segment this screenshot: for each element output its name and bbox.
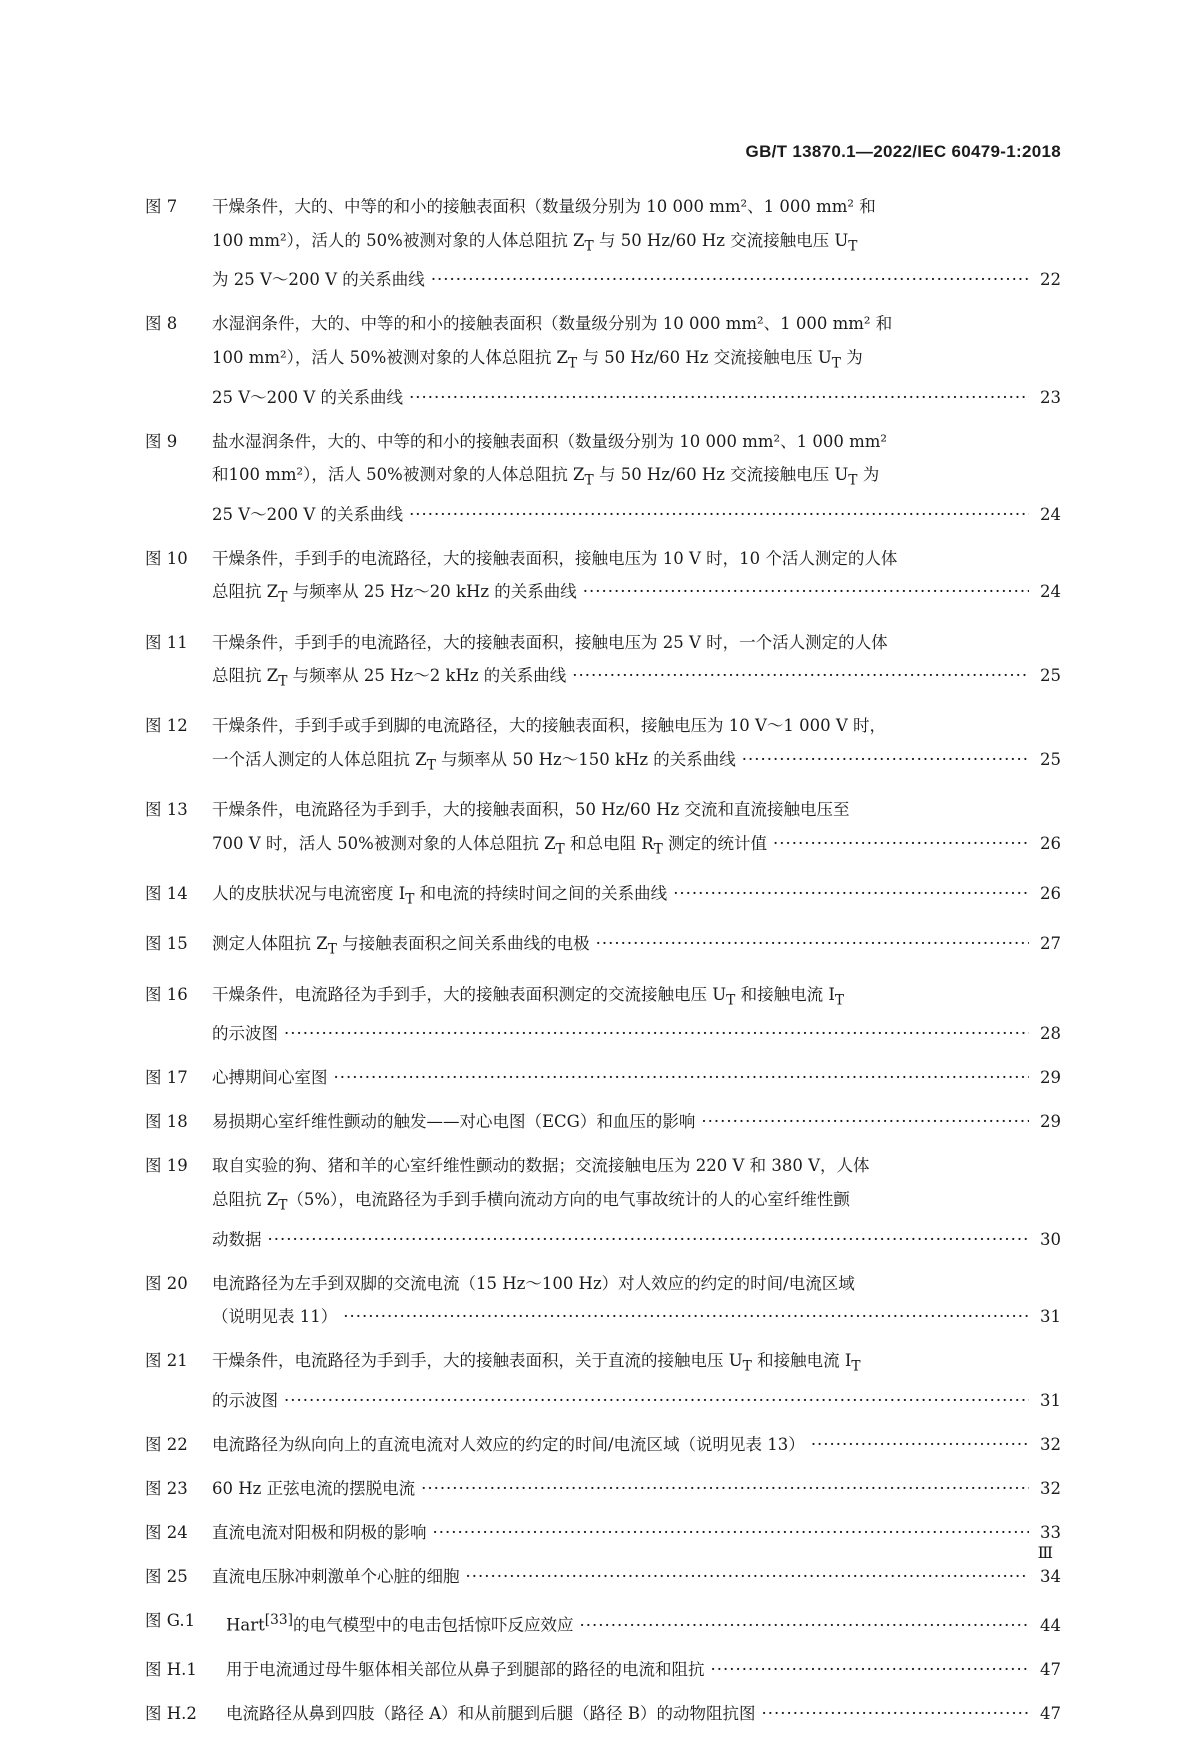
dot-leader <box>421 1472 1029 1506</box>
figure-title-line: 用于电流通过母牛躯体相关部位从鼻子到腿部的路径的电流和阻抗 <box>226 1659 705 1679</box>
figure-title-line: （说明见表 11） <box>212 1307 338 1327</box>
toc-entry[interactable] <box>145 1061 1061 1095</box>
figure-title-line: 干燥条件，手到手的电流路径，大的接触表面积，接触电压为 25 V 时，一个活人测定的人体 <box>212 632 888 652</box>
toc-entry[interactable] <box>145 1344 1061 1417</box>
figure-title-line: 电流路径为纵向向上的直流电流对人效应的约定的时间/电流区域（说明见表 13） <box>212 1435 805 1455</box>
toc-entry[interactable] <box>145 1604 1061 1642</box>
figure-label: 图 G.1 <box>145 1611 196 1631</box>
figure-label: 图 9 <box>145 431 178 451</box>
page-ref[interactable]: 32 <box>1040 1435 1061 1455</box>
dot-leader <box>579 1609 1029 1643</box>
dot-leader <box>409 498 1029 532</box>
figure-label: 图 H.1 <box>145 1659 197 1679</box>
figure-title-line: 水湿润条件，大的、中等的和小的接触表面积（数量级分别为 10 000 mm²、1 000 mm² 和 <box>212 314 893 334</box>
toc-entry[interactable] <box>145 1267 1061 1334</box>
dot-leader <box>742 743 1029 777</box>
dot-leader <box>762 1697 1029 1731</box>
figure-label: 图 18 <box>145 1112 188 1132</box>
page-ref[interactable]: 27 <box>1040 934 1061 954</box>
toc-entry[interactable] <box>145 1149 1061 1256</box>
toc-entry[interactable] <box>145 793 1061 866</box>
dot-leader <box>431 263 1029 297</box>
page-ref[interactable]: 24 <box>1040 582 1061 602</box>
figure-title-line: 的示波图 <box>212 1391 278 1411</box>
page-ref[interactable]: 29 <box>1040 1068 1061 1088</box>
figure-label: 图 8 <box>145 314 178 334</box>
figure-title-line: 总阻抗 $Z_T$ 与频率从 25 Hz～2 kHz 的关系曲线 <box>212 666 567 690</box>
page-ref[interactable]: 32 <box>1040 1479 1061 1499</box>
page-ref[interactable]: 47 <box>1040 1659 1061 1679</box>
page-ref[interactable]: 26 <box>1040 884 1061 904</box>
toc-entry[interactable] <box>145 877 1061 917</box>
figure-title-line: 干燥条件，电流路径为手到手，大的接触表面积测定的交流接触电压 $U_T$ 和接触电流 $I_T$ <box>212 984 845 1008</box>
figure-title-line: 干燥条件，电流路径为手到手，大的接触表面积，关于直流的接触电压 $U_T$ 和接触电流 $I_T$ <box>212 1351 861 1375</box>
figure-label: 图 23 <box>145 1479 188 1499</box>
dot-leader <box>334 1061 1030 1095</box>
dot-leader <box>268 1223 1030 1257</box>
page-ref[interactable]: 47 <box>1040 1703 1061 1723</box>
figure-title-line: 直流电流对阳极和阴极的影响 <box>212 1523 427 1543</box>
page-ref[interactable]: 44 <box>1040 1615 1061 1635</box>
figure-label: 图 7 <box>145 197 178 216</box>
figure-title-line: 测定人体阻抗 $Z_T$ 与接触表面积之间关系曲线的电极 <box>212 934 590 958</box>
page-ref[interactable]: 26 <box>1040 833 1061 853</box>
figure-label: 图 15 <box>145 934 188 954</box>
figure-title-line: 总阻抗 $Z_T$ 与频率从 25 Hz～20 kHz 的关系曲线 <box>212 582 577 606</box>
figure-title-line: 干燥条件，大的、中等的和小的接触表面积（数量级分别为 10 000 mm²、1 000 mm² 和 <box>212 197 876 216</box>
standard-header: GB/T 13870.1—2022/IEC 60479-1:2018 <box>745 142 1061 161</box>
page-ref[interactable]: 34 <box>1040 1567 1061 1587</box>
figure-title-line: 25 V～200 V 的关系曲线 <box>212 387 404 407</box>
page-ref[interactable]: 25 <box>1040 749 1061 769</box>
figure-title-line: 总阻抗 $Z_T(5\%)$，电流路径为手到手横向流动方向的电气事故统计的人的心室纤维性颤 <box>212 1189 850 1214</box>
dot-leader <box>673 877 1029 911</box>
figure-title-line: 干燥条件，手到手的电流路径，大的接触表面积，接触电压为 10 V 时，10 个活人测定的人体 <box>212 548 898 568</box>
figure-label: 图 10 <box>145 548 188 568</box>
figure-title-line: 动数据 <box>212 1229 262 1249</box>
figure-label: 图 20 <box>145 1273 188 1293</box>
dot-leader <box>701 1105 1029 1139</box>
figure-title-line: 100 mm²），活人的 50%被测对象的人体总阻抗 $Z_T$ 与 50 Hz/60 Hz 交流接触电压 $U_T$ <box>212 230 858 254</box>
dot-leader <box>433 1516 1030 1550</box>
figure-label: 图 17 <box>145 1068 188 1088</box>
toc-entry[interactable] <box>145 190 1061 297</box>
figure-title-line: 电流路径为左手到双脚的交流电流（15 Hz～100 Hz）对人效应的约定的时间/电流区域 <box>212 1273 855 1293</box>
figure-title-line: 取自实验的狗、猪和羊的心室纤维性颤动的数据；交流接触电压为 220 V 和 380 V，人体 <box>212 1156 870 1176</box>
figure-title-line: 易损期心室纤维性颤动的触发——对心电图（ECG）和血压的影响 <box>212 1112 696 1132</box>
toc-entry[interactable] <box>145 1697 1061 1731</box>
figure-title-line: 和100 mm²），活人 50%被测对象的人体总阻抗 $Z_T$ 与 50 Hz/60 Hz 交流接触电压 $U_T$ 为 <box>212 465 880 489</box>
figure-title-line: 700 V 时，活人 50%被测对象的人体总阻抗 $Z_T$ 和总电阻 $R_T$ 测定的统计值 <box>212 833 768 858</box>
toc-entry[interactable] <box>145 709 1061 782</box>
dot-leader <box>466 1560 1030 1594</box>
figure-title-line: 100 mm²），活人 50%被测对象的人体总阻抗 $Z_T$ 与 50 Hz/60 Hz 交流接触电压 $U_T$ 为 <box>212 347 863 372</box>
dot-leader <box>572 659 1029 693</box>
figure-list <box>145 190 1061 1741</box>
toc-entry[interactable] <box>145 1516 1061 1550</box>
figure-title-line: 干燥条件，电流路径为手到手，大的接触表面积，50 Hz/60 Hz 交流和直流接触电压至 <box>212 800 850 820</box>
figure-title-line: 一个活人测定的人体总阻抗 $Z_T$ 与频率从 50 Hz～150 kHz 的关系曲线 <box>212 749 736 774</box>
toc-entry[interactable] <box>145 1105 1061 1139</box>
dot-leader <box>773 827 1029 861</box>
dot-leader <box>284 1384 1029 1418</box>
toc-entry[interactable] <box>145 307 1061 414</box>
figure-label: 图 12 <box>145 716 188 736</box>
dot-leader <box>583 575 1029 609</box>
figure-label: 图 19 <box>145 1156 188 1176</box>
figure-label: 图 H.2 <box>145 1703 197 1723</box>
figure-title-line: 60 Hz 正弦电流的摆脱电流 <box>212 1479 416 1499</box>
page-ref[interactable]: 28 <box>1040 1024 1061 1044</box>
toc-entry[interactable] <box>145 1653 1061 1687</box>
figure-label: 图 11 <box>145 632 188 652</box>
figure-title-line: 盐水湿润条件，大的、中等的和小的接触表面积（数量级分别为 10 000 mm²、1 000 mm² <box>212 431 888 451</box>
dot-leader <box>284 1017 1029 1051</box>
page-ref[interactable]: 31 <box>1040 1391 1061 1411</box>
figure-title-line: 人的皮肤状况与电流密度 $I_T$ 和电流的持续时间之间的关系曲线 <box>212 884 668 908</box>
page-number: Ⅲ <box>1037 1543 1053 1562</box>
toc-entry[interactable] <box>145 1560 1061 1594</box>
dot-leader <box>811 1428 1029 1462</box>
dot-leader <box>711 1653 1030 1687</box>
figure-title-line: 25 V～200 V 的关系曲线 <box>212 504 404 524</box>
dot-leader <box>596 927 1029 961</box>
page-ref[interactable]: 24 <box>1040 504 1061 524</box>
page-ref[interactable]: 33 <box>1040 1523 1061 1543</box>
figure-label: 图 24 <box>145 1523 188 1543</box>
toc-entry[interactable] <box>145 978 1061 1051</box>
figure-label: 图 22 <box>145 1435 188 1455</box>
figure-label: 图 14 <box>145 884 188 904</box>
page-ref[interactable]: 22 <box>1040 270 1061 290</box>
figure-title-line: 为 25 V～200 V 的关系曲线 <box>212 270 425 290</box>
dot-leader <box>409 381 1029 415</box>
figure-label: 图 25 <box>145 1567 188 1587</box>
toc-entry[interactable] <box>145 927 1061 967</box>
toc-entry[interactable] <box>145 626 1061 699</box>
figure-title-line: Hart[33]的电气模型中的电击包括惊吓反应效应 <box>226 1612 574 1635</box>
figure-title-line: 心搏期间心室图 <box>212 1068 328 1088</box>
figure-label: 图 21 <box>145 1351 188 1371</box>
dot-leader <box>343 1300 1029 1334</box>
figure-label: 图 13 <box>145 800 188 820</box>
toc-entry[interactable] <box>145 1428 1061 1462</box>
toc-entry[interactable] <box>145 1472 1061 1506</box>
figure-title-line: 电流路径从鼻到四肢（路径 A）和从前腿到后腿（路径 B）的动物阻抗图 <box>226 1703 756 1723</box>
page-ref[interactable]: 30 <box>1040 1229 1061 1249</box>
figure-label: 图 16 <box>145 984 188 1004</box>
toc-entry[interactable] <box>145 542 1061 615</box>
page-ref[interactable]: 29 <box>1040 1112 1061 1132</box>
page-ref[interactable]: 31 <box>1040 1307 1061 1327</box>
figure-title-line: 干燥条件，手到手或手到脚的电流路径，大的接触表面积，接触电压为 10 V～1 000 V 时， <box>212 716 887 736</box>
page-ref[interactable]: 23 <box>1040 387 1061 407</box>
page-ref[interactable]: 25 <box>1040 666 1061 686</box>
figure-title-line: 直流电压脉冲刺激单个心脏的细胞 <box>212 1567 460 1587</box>
figure-title-line: 的示波图 <box>212 1024 278 1044</box>
toc-entry[interactable] <box>145 425 1061 532</box>
